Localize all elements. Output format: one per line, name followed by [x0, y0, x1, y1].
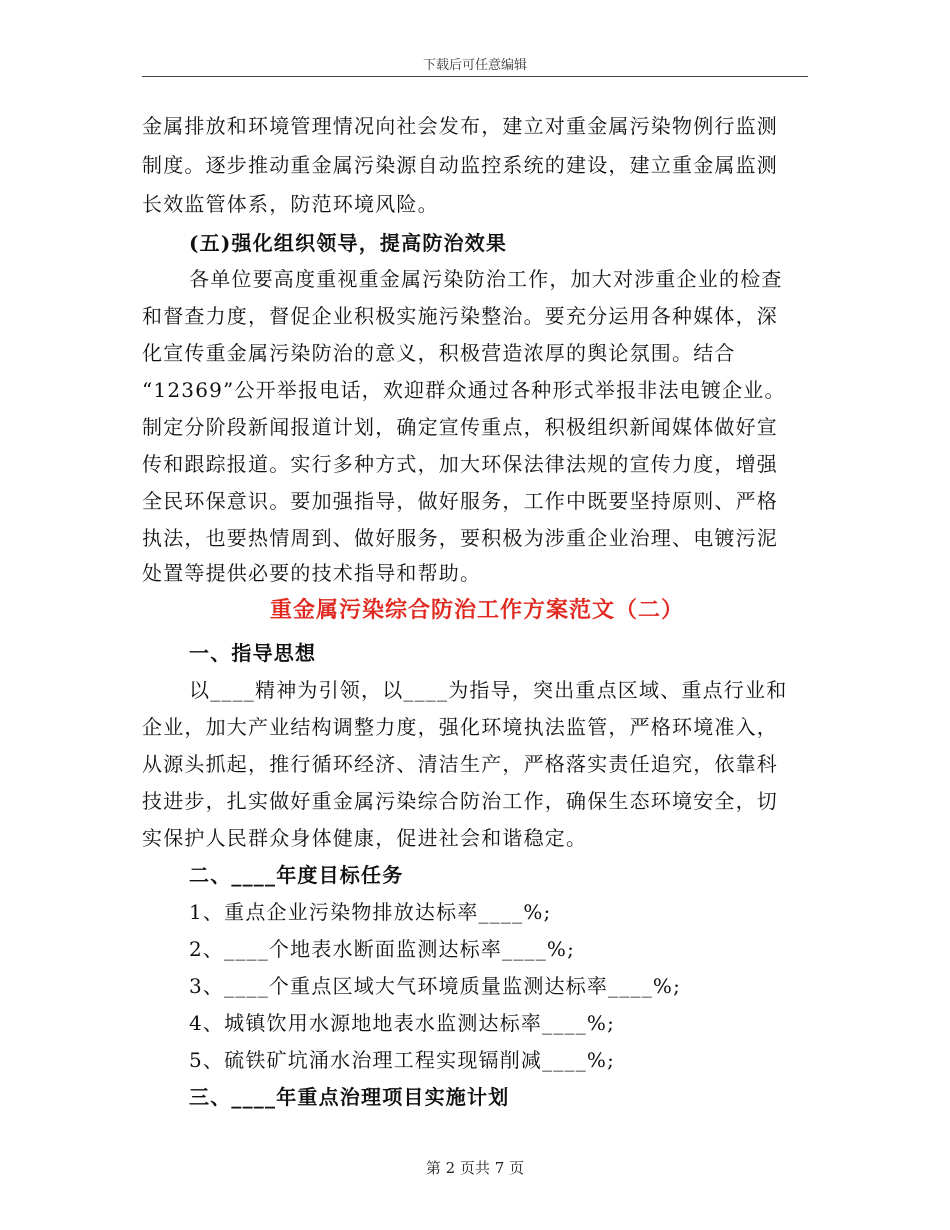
paragraph-line: 全民环保意识。要加强指导，做好服务，工作中既要坚持原则、严格: [142, 489, 778, 513]
paragraph-line: 技进步，扎实做好重金属污染综合防治工作，确保生态环境安全，切: [142, 789, 778, 813]
paragraph-line: 以____精神为引领，以____为指导，突出重点区域、重点行业和: [189, 678, 788, 702]
page-number: 第 2 页共 7 页: [425, 1159, 525, 1177]
list-item: 1、重点企业污染物排放达标率____%;: [189, 900, 552, 924]
paragraph-line: 金属排放和环境管理情况向社会发布，建立对重金属污染物例行监测: [142, 114, 778, 138]
paragraph-line: 各单位要高度重视重金属污染防治工作，加大对涉重企业的检查: [189, 267, 783, 291]
list-item: 4、城镇饮用水源地地表水监测达标率____%;: [189, 1011, 616, 1035]
document-title: 重金属污染综合防治工作方案范文（二）: [269, 597, 684, 623]
section-heading-5: (五)强化组织领导，提高防治效果: [189, 231, 508, 255]
paragraph-line: 从源头抓起，推行循环经济、清洁生产，严格落实责任追究，依靠科: [142, 752, 778, 776]
paragraph-line: 传和跟踪报道。实行多种方式，加大环保法律法规的宣传力度，增强: [142, 452, 778, 476]
paragraph-line: 企业，加大产业结构调整力度，强化环境执法监管，严格环境准入，: [142, 715, 778, 739]
paragraph-line: 长效监管体系，防范环境风险。: [142, 192, 439, 216]
list-item: 3、____个重点区域大气环境质量监测达标率____%;: [189, 974, 682, 998]
list-item: 2、____个地表水断面监测达标率____%;: [189, 937, 576, 961]
paragraph-line: 执法，也要热情周到、做好服务，要积极为涉重企业治理、电镀污泥: [142, 526, 778, 550]
paragraph-line: 和督查力度，督促企业积极实施污染整治。要充分运用各种媒体，深: [142, 304, 778, 328]
section-heading-3: 三、____年重点治理项目实施计划: [189, 1085, 510, 1109]
section-heading-2: 二、____年度目标任务: [189, 863, 404, 887]
header-divider: [142, 76, 808, 77]
paragraph-line: 化宣传重金属污染防治的意义，积极营造浓厚的舆论氛围。结合: [142, 341, 736, 365]
paragraph-line: 实保护人民群众身体健康，促进社会和谐稳定。: [142, 826, 588, 850]
paragraph-line: 处置等提供必要的技术指导和帮助。: [142, 561, 482, 585]
header-note: 下载后可任意编辑: [422, 58, 527, 73]
list-item: 5、硫铁矿坑涌水治理工程实现镉削减____%;: [189, 1048, 616, 1072]
paragraph-line: 制度。逐步推动重金属污染源自动监控系统的建设，建立重金属监测: [142, 153, 778, 177]
paragraph-line: “12369”公开举报电话，欢迎群众通过各种形式举报非法电镀企业。: [142, 378, 786, 402]
section-heading-1: 一、指导思想: [189, 641, 317, 665]
paragraph-line: 制定分阶段新闻报道计划，确定宣传重点，积极组织新闻媒体做好宣: [142, 415, 778, 439]
